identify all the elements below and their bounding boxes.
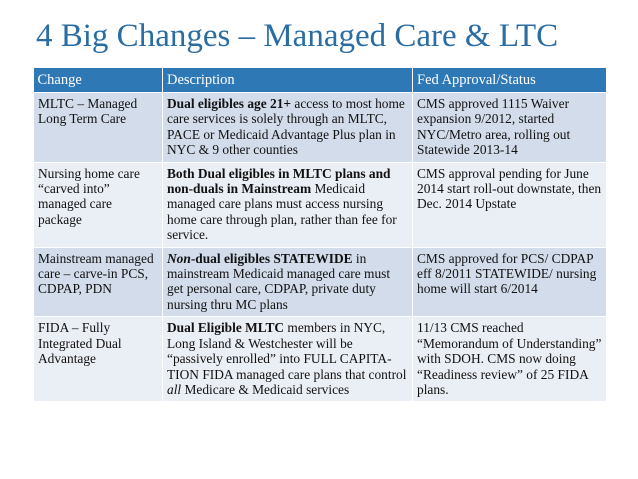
status-cell: CMS approved for PCS/ CDPAP eff 8/2011 STATEWIDE/ nursing home will start 6/2014 — [413, 247, 607, 317]
description-cell — [163, 162, 413, 247]
description-text-segment: members in NYC, Long Island & Westchester will be “passively enrolled” into FULL CAPITA-TION FIDA managed care plans that control — [167, 320, 407, 382]
change-cell: FIDA – Fully Integrated Dual Advantage — [34, 317, 163, 402]
table-row-mltc — [34, 93, 607, 163]
description-text-segment: Dual eligibles age 21+ — [167, 96, 292, 111]
description-text-segment: access to most home care services is solely through an MLTC, PACE or Medicaid Advantage Plus plan in NYC & 9 other counties — [167, 96, 405, 158]
description-text-segment: Both Dual eligibles in MLTC plans and non-duals in Mainstream — [167, 165, 391, 197]
description-cell — [163, 247, 413, 317]
table-header-row — [34, 68, 607, 93]
table-row-fida — [34, 317, 607, 402]
description-text-segment: Medicare & Medicaid services — [181, 381, 350, 397]
description-text-segment: -dual eligibles STATEWIDE — [190, 250, 353, 266]
description-text-segment: in mainstream Medicaid managed care must get personal care, CDPAP, private duty nursing thru MC plans — [167, 250, 391, 312]
status-cell: CMS approval pending for June 2014 start roll-out downstate, then Dec. 2014 Upstate — [413, 162, 607, 247]
status-cell: 11/13 CMS reached “Memorandum of Understanding” with SDOH. CMS now doing “Readiness review” of 25 FIDA plans. — [413, 317, 607, 402]
description-cell — [163, 93, 413, 163]
description-text-segment: all — [167, 381, 182, 397]
description-text-segment: Medicaid managed care plans must access nursing home care through plan, rather than fee for service. — [167, 181, 397, 243]
changes-table — [33, 68, 607, 402]
header-change: Change — [34, 68, 163, 93]
header-description: Description — [163, 68, 413, 93]
status-cell: CMS approved 1115 Waiver expansion 9/2012, started NYC/Metro area, rolling out Statewide 2013-14 — [413, 93, 607, 163]
header-fed-approval-status: Fed Approval/Status — [413, 68, 607, 93]
change-cell: Nursing home care “carved into” managed care package — [34, 162, 163, 247]
description-text-segment: Non — [167, 250, 191, 266]
table-row-nursing-home — [34, 162, 607, 247]
change-cell: MLTC – Managed Long Term Care — [34, 93, 163, 163]
slide-title: 4 Big Changes – Managed Care & LTC — [36, 18, 559, 54]
table-row-mainstream — [34, 247, 607, 317]
description-cell — [163, 317, 413, 402]
description-text-segment: Dual Eligible MLTC — [167, 320, 285, 336]
change-cell: Mainstream managed care – carve-in PCS, CDPAP, PDN — [34, 247, 163, 317]
